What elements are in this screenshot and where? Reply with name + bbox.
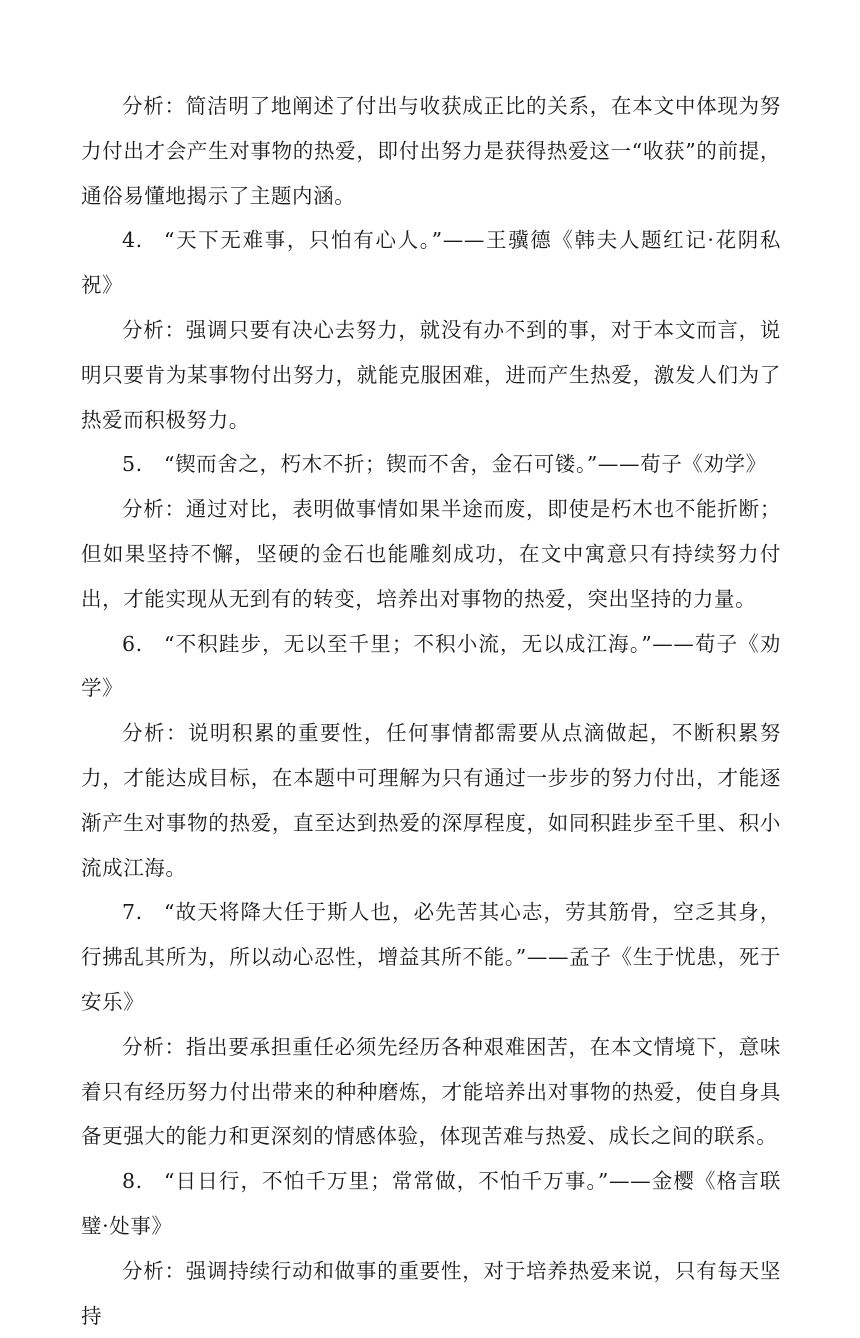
quote-text: “故天将降大任于斯人也，必先苦其心志，劳其筋骨，空乏其身，行拂乱其所为，所以动心忍性，增益其所不能。”——孟子《生于忧患，死于安乐》 <box>81 900 781 1014</box>
analysis-paragraph: 分析：强调持续行动和做事的重要性，对于培养热爱来说，只有每天坚持 <box>81 1258 781 1328</box>
analysis-paragraph: 分析：指出要承担重任必须先经历各种艰难困苦，在本文情境下，意味着只有经历努力付出带来的种种磨炼，才能培养出对事物的热爱，使自身具备更强大的能力和更深刻的情感体验，体现苦难与热爱、成长之间的联系。 <box>81 1034 781 1149</box>
quote-text: “天下无难事，只怕有心人。”——王骥德《韩夫人题红记·花阴私祝》 <box>81 228 781 298</box>
analysis-paragraph: 分析：强调只要有决心去努力，就没有办不到的事，对于本文而言，说明只要肯为某事物付出努力，就能克服困难，进而产生热爱，激发人们为了热爱而积极努力。 <box>81 317 781 432</box>
analysis-paragraph: 分析：说明积累的重要性，任何事情都需要从点滴做起，不断积累努力，才能达成目标，在本题中可理解为只有通过一步步的努力付出，才能逐渐产生对事物的热爱，直至达到热爱的深厚程度，如同积跬步至千里、积小流成江海。 <box>81 721 781 880</box>
document-page <box>81 84 781 1338</box>
quote-number: 7. <box>122 900 143 925</box>
quote-paragraph <box>81 890 781 1024</box>
quote-number: 8. <box>122 1169 143 1194</box>
quote-number: 5. <box>122 452 143 477</box>
quote-number: 4. <box>122 228 143 253</box>
quote-paragraph <box>81 622 781 712</box>
quote-paragraph <box>81 218 781 308</box>
quote-paragraph <box>81 1159 781 1249</box>
quote-paragraph <box>81 442 781 487</box>
quote-text: “不积跬步，无以至千里；不积小流，无以成江海。”——荀子《劝学》 <box>81 631 781 701</box>
quote-text: “锲而舍之，朽木不折；锲而不舍，金石可镂。”——荀子《劝学》 <box>164 452 767 477</box>
quote-number: 6. <box>122 631 143 656</box>
quote-text: “日日行，不怕千万里；常常做，不怕千万事。”——金樱《格言联璧·处事》 <box>81 1169 781 1238</box>
analysis-paragraph: 分析：通过对比，表明做事情如果半途而废，即使是朽木也不能折断；但如果坚持不懈，坚硬的金石也能雕刻成功，在文中寓意只有持续努力付出，才能实现从无到有的转变，培养出对事物的热爱，突出坚持的力量。 <box>81 497 781 611</box>
analysis-paragraph: 分析：简洁明了地阐述了付出与收获成正比的关系，在本文中体现为努力付出才会产生对事物的热爱，即付出努力是获得热爱这一“收获”的前提，通俗易懂地揭示了主题内涵。 <box>81 94 781 208</box>
